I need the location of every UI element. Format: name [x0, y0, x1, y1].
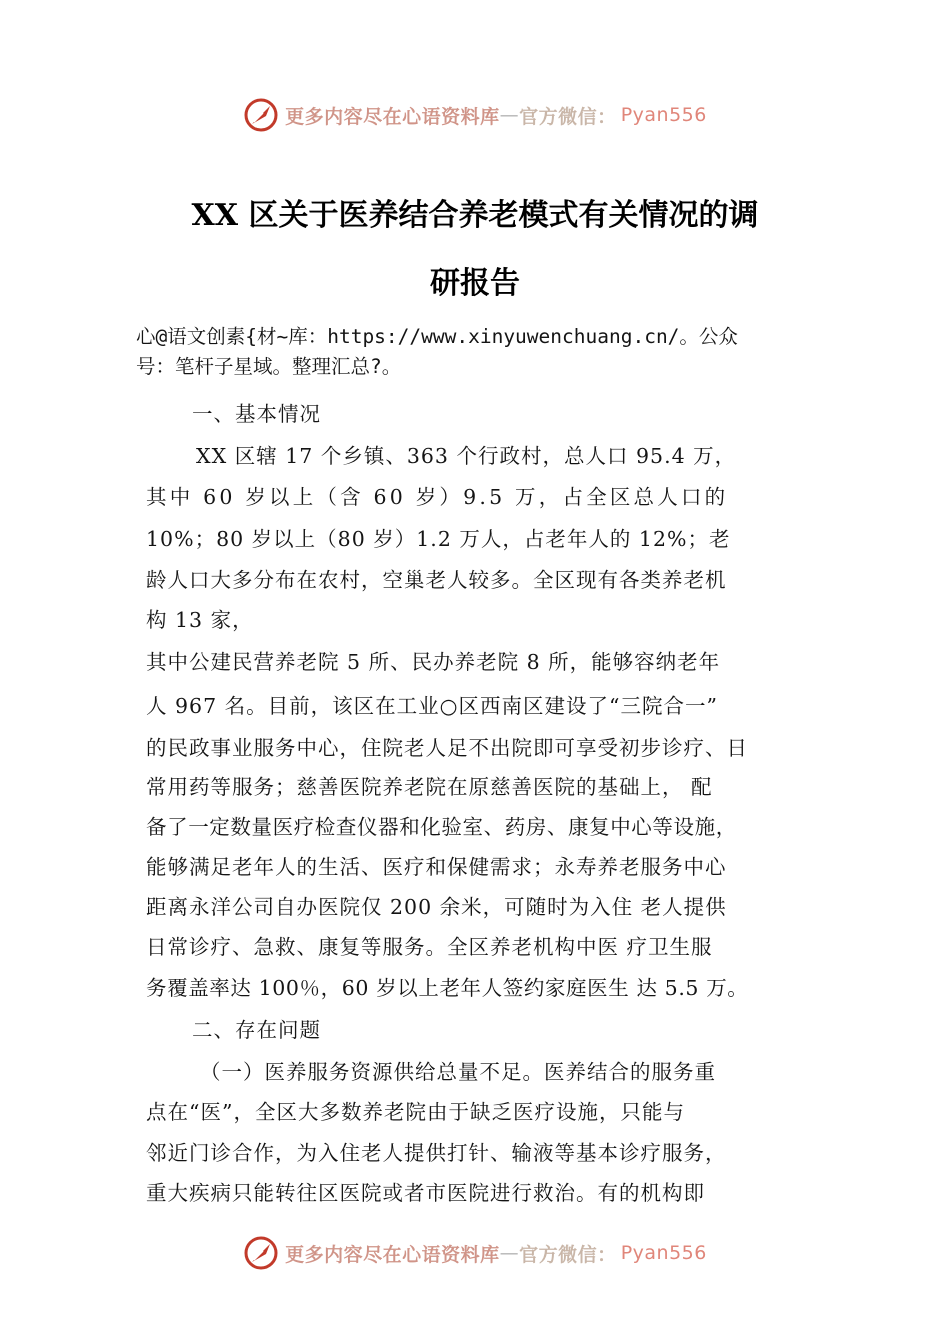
paragraph-line: 其中 60 岁以上（含 60 岁）9.5 万，占全区总人口的 — [146, 485, 729, 509]
document-title-line-2: 研报告 — [430, 266, 520, 301]
banner-wechat-label: 官方微信： — [519, 1243, 617, 1266]
section-heading: 一、基本情况 — [192, 402, 321, 426]
banner-wechat-label: 官方微信： — [519, 105, 617, 128]
paragraph-line: 其中公建民营养老院 5 所、民办养老院 8 所，能够容纳老年 — [146, 650, 721, 674]
quill-logo-icon — [243, 1235, 279, 1271]
banner-wechat-id: Pyan556 — [620, 104, 707, 126]
paragraph-line: 重大疾病只能转往区医院或者市医院进行救治。有的机构即 — [146, 1181, 705, 1205]
paragraph-line: 10%；80 岁以上（80 岁）1.2 万人，占老年人的 12%；老 — [146, 527, 731, 551]
banner-wechat-id: Pyan556 — [620, 1242, 707, 1264]
banner-text: 更多内容尽在心语资料库 — [285, 105, 500, 128]
paragraph-line: 的民政事业服务中心，住院老人足不出院即可享受初步诊疗、日 — [146, 736, 748, 760]
header-banner — [0, 90, 950, 140]
paragraph-line: 备了一定数量医疗检查仪器和化验室、药房、康复中心等设施， — [146, 815, 737, 839]
banner-separator: — — [499, 104, 520, 126]
paragraph-line: 距离永洋公司自办医院仅 200 余米，可随时为入住 老人提供 — [146, 895, 727, 919]
banner-text: 更多内容尽在心语资料库 — [285, 1243, 500, 1266]
paragraph-line: 邻近门诊合作，为入住老人提供打针、输液等基本诊疗服务， — [146, 1141, 727, 1165]
source-line: 号：笔杆子星域。整理汇总?。 — [136, 355, 402, 378]
paragraph-line: XX 区辖 17 个乡镇、363 个行政村，总人口 95.4 万， — [196, 444, 737, 468]
paragraph-line: 龄人口大多分布在农村，空巢老人较多。全区现有各类养老机 — [146, 568, 727, 592]
banner-separator: — — [499, 1242, 520, 1264]
paragraph-line: （一）医养服务资源供给总量不足。医养结合的服务重 — [200, 1060, 716, 1084]
footer-banner — [0, 1228, 950, 1278]
document-title-line-1: XX 区关于医养结合养老模式有关情况的调 — [191, 198, 759, 233]
section-heading: 二、存在问题 — [192, 1018, 321, 1042]
paragraph-line: 构 13 家， — [146, 608, 254, 632]
paragraph-line: 日常诊疗、急救、康复等服务。全区养老机构中医 疗卫生服 — [146, 935, 713, 959]
source-line: 心@语文创素{材~库：https://www.xinyuwenchuang.cn/。公众 — [136, 325, 738, 348]
paragraph-line: 点在“医”，全区大多数养老院由于缺乏医疗设施，只能与 — [146, 1100, 685, 1124]
paragraph-line: 务覆盖率达 100％，60 岁以上老年人签约家庭医生 达 5.5 万。 — [146, 976, 749, 1000]
paragraph-line: 常用药等服务；慈善医院养老院在原慈善医院的基础上， 配 — [146, 775, 713, 799]
paragraph-line: 能够满足老年人的生活、医疗和保健需求；永寿养老服务中心 — [146, 855, 727, 879]
paragraph-line: 人 967 名。目前，该区在工业○区西南区建设了“三院合一” — [146, 694, 719, 718]
quill-logo-icon — [243, 97, 279, 133]
